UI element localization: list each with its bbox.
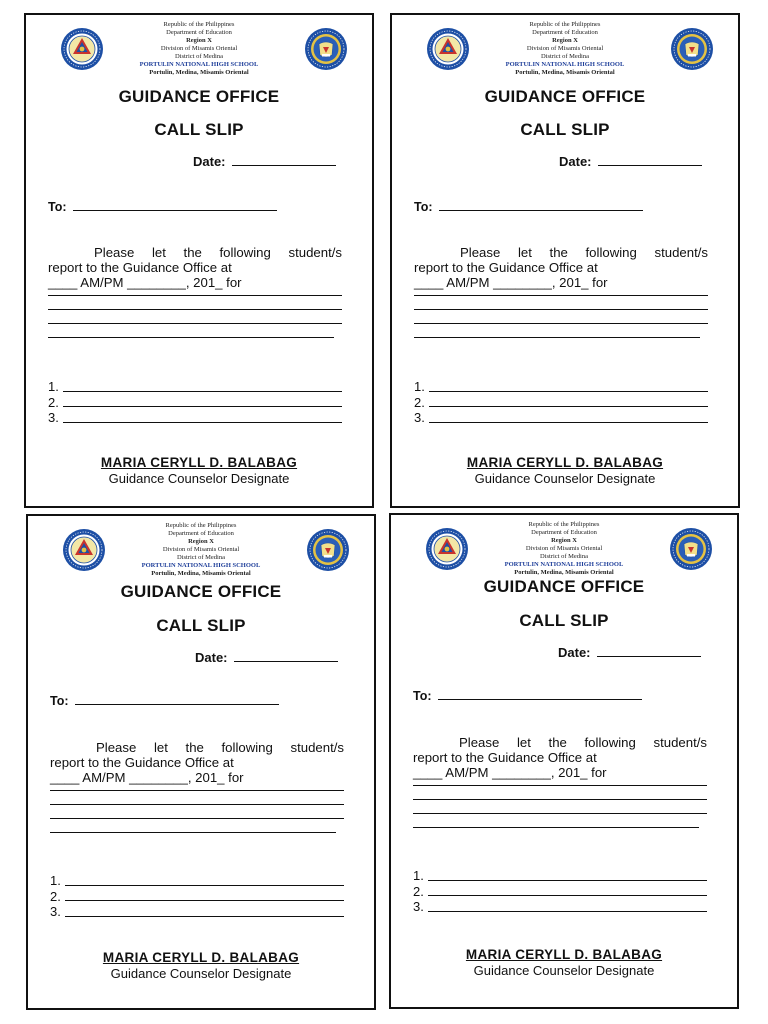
signatory-role: Guidance Counselor Designate <box>473 963 655 978</box>
letterhead-address: Portulin, Medina, Misamis Oriental <box>515 69 615 76</box>
school-seal-icon <box>670 27 714 71</box>
student-line[interactable] <box>429 406 708 407</box>
date-line[interactable] <box>234 661 338 662</box>
body-line-3: ____ AM/PM ________, 201_ for <box>48 275 242 290</box>
student-line[interactable] <box>63 422 342 423</box>
to-label: To: <box>48 200 67 214</box>
student-row[interactable] <box>414 379 708 395</box>
reason-line[interactable] <box>48 295 342 296</box>
signature-block <box>28 950 374 981</box>
letterhead-republic: Republic of the Philippines <box>165 522 237 529</box>
student-number: 2. <box>413 883 424 899</box>
signatory-name: MARIA CERYLL D. BALABAG <box>466 455 664 470</box>
to-line[interactable] <box>73 210 277 211</box>
date-label: Date: <box>195 650 228 665</box>
date-label: Date: <box>558 645 591 660</box>
body-line-3: ____ AM/PM ________, 201_ for <box>413 765 607 780</box>
deped-seal-icon <box>62 528 106 572</box>
date-field[interactable] <box>195 650 338 665</box>
school-seal-icon <box>304 27 348 71</box>
signature-block <box>26 455 372 486</box>
letterhead-district: District of Medina <box>540 53 590 60</box>
student-number: 1. <box>50 873 61 888</box>
student-row[interactable] <box>50 873 344 889</box>
body-line-1: Please let the following student/s <box>94 245 342 260</box>
to-label: To: <box>413 689 432 703</box>
deped-seal-icon <box>60 27 104 71</box>
date-field[interactable] <box>193 154 336 169</box>
student-row[interactable] <box>414 410 708 426</box>
student-line[interactable] <box>65 916 344 917</box>
reason-line[interactable] <box>50 790 344 791</box>
reason-line[interactable] <box>414 309 708 310</box>
student-list <box>48 379 342 426</box>
student-list <box>413 868 707 915</box>
student-line[interactable] <box>428 895 707 896</box>
signatory-role: Guidance Counselor Designate <box>110 966 292 981</box>
reason-line[interactable] <box>414 323 708 324</box>
to-line[interactable] <box>438 699 642 700</box>
student-row[interactable] <box>413 868 707 884</box>
body-line-3: ____ AM/PM ________, 201_ for <box>50 770 244 785</box>
school-seal-icon <box>669 527 713 571</box>
reason-line[interactable] <box>413 827 699 828</box>
letterhead-division: Division of Misamis Oriental <box>525 545 603 552</box>
date-field[interactable] <box>559 154 702 169</box>
student-row[interactable] <box>413 899 707 915</box>
to-field[interactable] <box>50 694 279 708</box>
signature-block <box>391 947 737 978</box>
letterhead-school: PORTULIN NATIONAL HIGH SCHOOL <box>139 61 259 68</box>
letterhead-republic: Republic of the Philippines <box>528 521 600 528</box>
date-line[interactable] <box>598 165 702 166</box>
letterhead-division: Division of Misamis Oriental <box>160 45 238 52</box>
slip-body <box>413 735 707 828</box>
slip-body <box>48 245 342 338</box>
body-line-1: Please let the following student/s <box>460 245 708 260</box>
student-number: 2. <box>48 394 59 410</box>
letterhead-school: PORTULIN NATIONAL HIGH SCHOOL <box>141 562 261 569</box>
student-list <box>50 873 344 920</box>
student-number: 1. <box>413 868 424 883</box>
signatory-name: MARIA CERYLL D. BALABAG <box>465 947 663 962</box>
reason-line[interactable] <box>413 785 707 786</box>
reason-line[interactable] <box>48 323 342 324</box>
call-slip-card <box>26 514 376 1010</box>
letterhead-school: PORTULIN NATIONAL HIGH SCHOOL <box>505 61 625 68</box>
student-number: 1. <box>48 379 59 394</box>
call-slip-card <box>389 513 739 1009</box>
letterhead-school: PORTULIN NATIONAL HIGH SCHOOL <box>504 561 624 568</box>
letterhead-department: Department of Education <box>166 29 232 36</box>
body-line-1: Please let the following student/s <box>459 735 707 750</box>
student-row[interactable] <box>48 379 342 395</box>
to-line[interactable] <box>75 704 279 705</box>
office-title: GUIDANCE OFFICE <box>118 87 280 106</box>
office-title: GUIDANCE OFFICE <box>120 582 282 601</box>
reason-line[interactable] <box>413 799 707 800</box>
to-field[interactable] <box>413 689 642 703</box>
office-title: GUIDANCE OFFICE <box>483 577 645 596</box>
reason-line[interactable] <box>50 804 344 805</box>
to-line[interactable] <box>439 210 643 211</box>
letterhead-district: District of Medina <box>176 554 226 561</box>
call-slip-title: CALL SLIP <box>154 120 244 139</box>
letterhead-district: District of Medina <box>539 553 589 560</box>
letterhead-department: Department of Education <box>532 29 598 36</box>
to-label: To: <box>414 200 433 214</box>
deped-seal-icon <box>426 27 470 71</box>
call-slip-title: CALL SLIP <box>156 616 246 635</box>
date-line[interactable] <box>597 656 701 657</box>
student-line[interactable] <box>428 880 707 881</box>
letterhead-republic: Republic of the Philippines <box>529 21 601 28</box>
signatory-role: Guidance Counselor Designate <box>474 471 656 486</box>
student-row[interactable] <box>50 904 344 920</box>
student-line[interactable] <box>429 422 708 423</box>
reason-line[interactable] <box>50 832 336 833</box>
reason-line[interactable] <box>413 813 707 814</box>
student-row[interactable] <box>48 395 342 411</box>
date-label: Date: <box>193 154 226 169</box>
student-number: 1. <box>414 379 425 394</box>
student-number: 2. <box>414 394 425 410</box>
signatory-name: MARIA CERYLL D. BALABAG <box>102 950 300 965</box>
signatory-name: MARIA CERYLL D. BALABAG <box>100 455 298 470</box>
student-line[interactable] <box>65 885 344 886</box>
student-line[interactable] <box>63 406 342 407</box>
body-line-2: report to the Guidance Office at <box>414 260 598 275</box>
to-label: To: <box>50 694 69 708</box>
office-title: GUIDANCE OFFICE <box>484 87 646 106</box>
reason-line[interactable] <box>414 295 708 296</box>
letterhead-region: Region X <box>188 538 214 545</box>
body-line-3: ____ AM/PM ________, 201_ for <box>414 275 608 290</box>
call-slip-card <box>24 13 374 508</box>
student-number: 2. <box>50 888 61 904</box>
date-line[interactable] <box>232 165 336 166</box>
letterhead-address: Portulin, Medina, Misamis Oriental <box>149 69 249 76</box>
reason-line[interactable] <box>50 818 344 819</box>
date-field[interactable] <box>558 645 701 660</box>
letterhead-division: Division of Misamis Oriental <box>162 546 240 553</box>
student-list <box>414 379 708 426</box>
letterhead-address: Portulin, Medina, Misamis Oriental <box>151 570 251 577</box>
student-line[interactable] <box>428 911 707 912</box>
letterhead-address: Portulin, Medina, Misamis Oriental <box>514 569 614 576</box>
student-line[interactable] <box>63 391 342 392</box>
body-line-2: report to the Guidance Office at <box>50 755 234 770</box>
reason-line[interactable] <box>414 337 700 338</box>
student-row[interactable] <box>48 410 342 426</box>
to-field[interactable] <box>414 200 643 214</box>
call-slip-title: CALL SLIP <box>520 120 610 139</box>
letterhead-region: Region X <box>186 37 212 44</box>
deped-seal-icon <box>425 527 469 571</box>
student-number: 3. <box>413 899 424 914</box>
letterhead-department: Department of Education <box>531 529 597 536</box>
call-slip-card <box>390 13 740 508</box>
reason-line[interactable] <box>48 309 342 310</box>
slip-body <box>414 245 708 338</box>
reason-line[interactable] <box>48 337 334 338</box>
letterhead-region: Region X <box>552 37 578 44</box>
student-number: 3. <box>48 410 59 425</box>
signatory-role: Guidance Counselor Designate <box>108 471 290 486</box>
student-line[interactable] <box>429 391 708 392</box>
student-number: 3. <box>50 904 61 919</box>
signature-block <box>392 455 738 486</box>
body-line-1: Please let the following student/s <box>96 740 344 755</box>
slip-body <box>50 740 344 833</box>
letterhead-department: Department of Education <box>168 530 234 537</box>
to-field[interactable] <box>48 200 277 214</box>
body-line-2: report to the Guidance Office at <box>413 750 597 765</box>
date-label: Date: <box>559 154 592 169</box>
call-slip-title: CALL SLIP <box>519 611 609 630</box>
student-row[interactable] <box>50 889 344 905</box>
letterhead-division: Division of Misamis Oriental <box>526 45 604 52</box>
letterhead-district: District of Medina <box>174 53 224 60</box>
letterhead-republic: Republic of the Philippines <box>163 21 235 28</box>
letterhead-region: Region X <box>551 537 577 544</box>
student-number: 3. <box>414 410 425 425</box>
body-line-2: report to the Guidance Office at <box>48 260 232 275</box>
student-row[interactable] <box>413 884 707 900</box>
student-line[interactable] <box>65 900 344 901</box>
school-seal-icon <box>306 528 350 572</box>
student-row[interactable] <box>414 395 708 411</box>
